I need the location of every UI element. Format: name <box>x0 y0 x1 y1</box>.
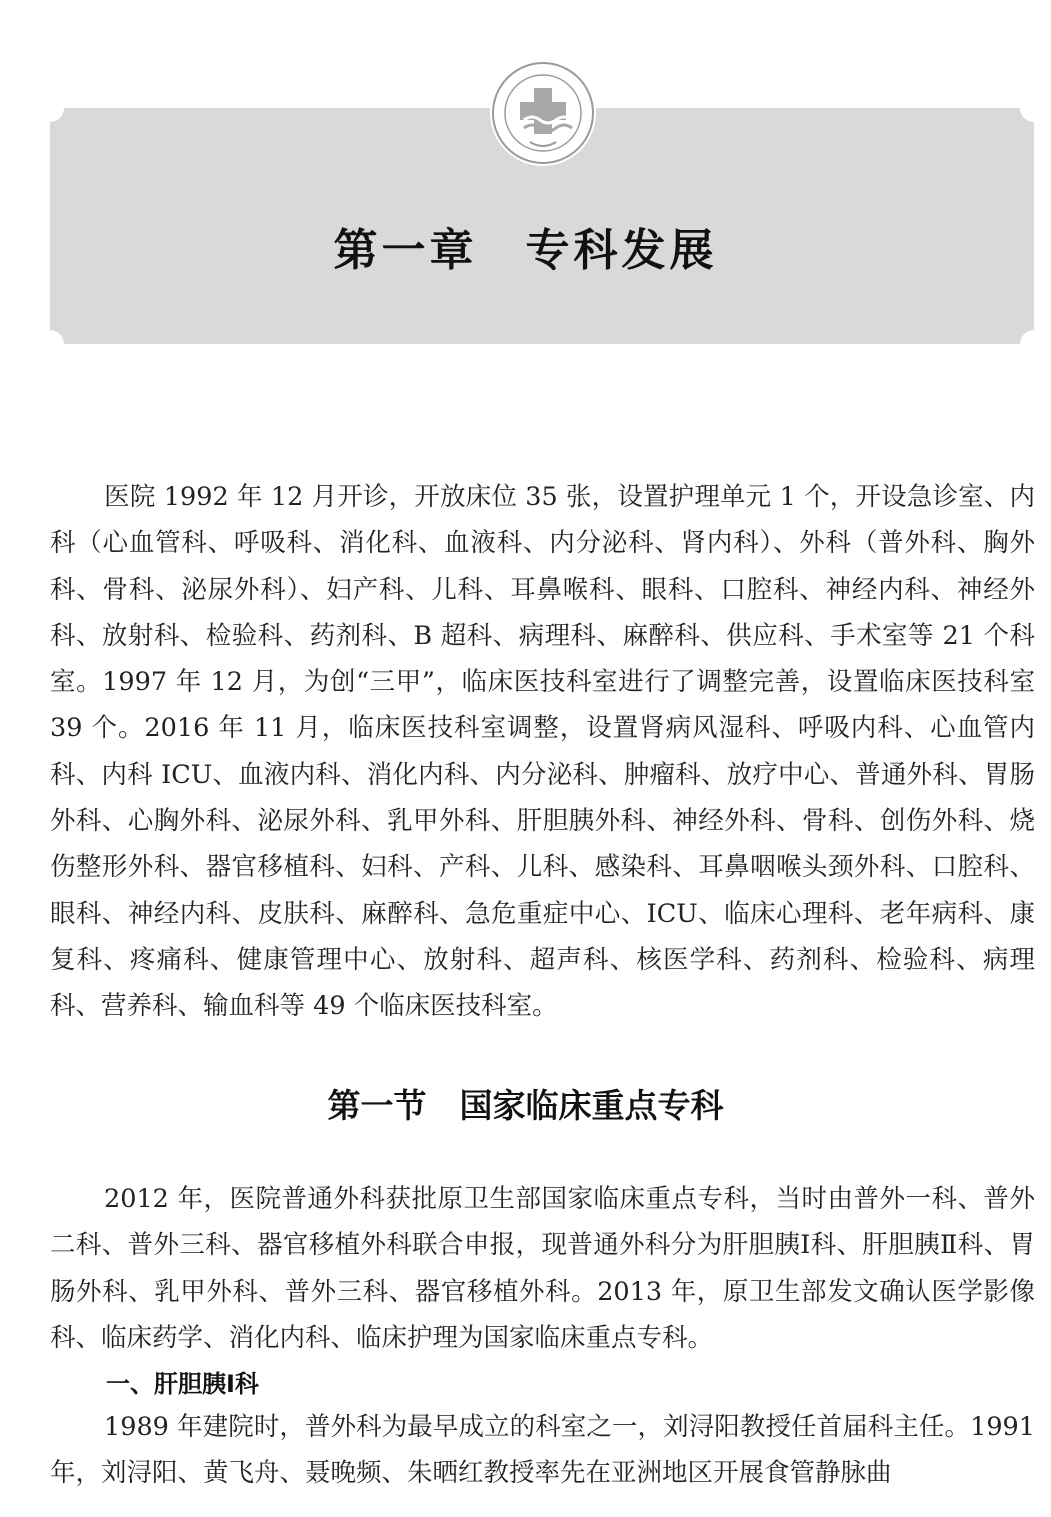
history-paragraph-text: 1989 年建院时，普外科为最早成立的科室之一，刘浔阳教授任首届科主任。1991 年，刘浔阳、黄飞舟、聂晚频、朱晒红教授率先在亚洲地区开展食管静脉曲 <box>50 1412 1035 1489</box>
hospital-seal-logo-icon <box>490 60 596 166</box>
section-title: 第一节 国家临床重点专科 <box>327 1086 724 1125</box>
subheading: 一、肝胆胰Ⅰ科 <box>106 1370 259 1398</box>
intro-paragraph-text: 医院 1992 年 12 月开诊，开放床位 35 张，设置护理单元 1 个，开设急诊室、内科（心血管科、呼吸科、消化科、血液科、内分泌科、肾内科）、外科（普外科、胸外科、骨科、泌尿外科）、妇产科、儿科、耳鼻喉科、眼科、口腔科、神经内科、神经外科、放射科、检验科、药剂科、B 超科、病理科、麻醉科、供应科、手术室等 21 个科室。1997 年 12 月，为创“三甲”，临床医技科室进行了调整完善，设置临床医技科室 39 个。2016 年 11 月，临床医技科室调整，设置肾病风湿科、呼吸内科、心血管内科、内科 ICU、血液内科、消化内科、内分泌科、肿瘤科、放疗中心、普通外科、胃肠外科、心胸外科、泌尿外科、乳甲外科、肝胆胰外科、神经外科、骨科、创伤外科、烧伤整形外科、器官移植科、妇科、产科、儿科、感染科、耳鼻咽喉头颈外科、口腔科、眼科、神经内科、皮肤科、麻醉科、急危重症中心、ICU、临床心理科、老年病科、康复科、疼痛科、健康管理中心、放射科、超声科、核医学科、药剂科、检验科、病理科、营养科、输血科等 49 个临床医技科室。 <box>50 482 1035 1022</box>
history-paragraph <box>50 1404 1035 1497</box>
intro-paragraph <box>50 474 1035 1030</box>
section-paragraph-text: 2012 年，医院普通外科获批原卫生部国家临床重点专科，当时由普外一科、普外二科、普外三科、器官移植外科联合申报，现普通外科分为肝胆胰Ⅰ科、肝胆胰Ⅱ科、胃肠外科、乳甲外科、普外三科、器官移植外科。2013 年，原卫生部发文确认医学影像科、临床药学、消化内科、临床护理为国家临床重点专科。 <box>50 1184 1035 1353</box>
chapter-title: 第一章 专科发展 <box>333 225 718 276</box>
section-paragraph <box>50 1176 1035 1361</box>
